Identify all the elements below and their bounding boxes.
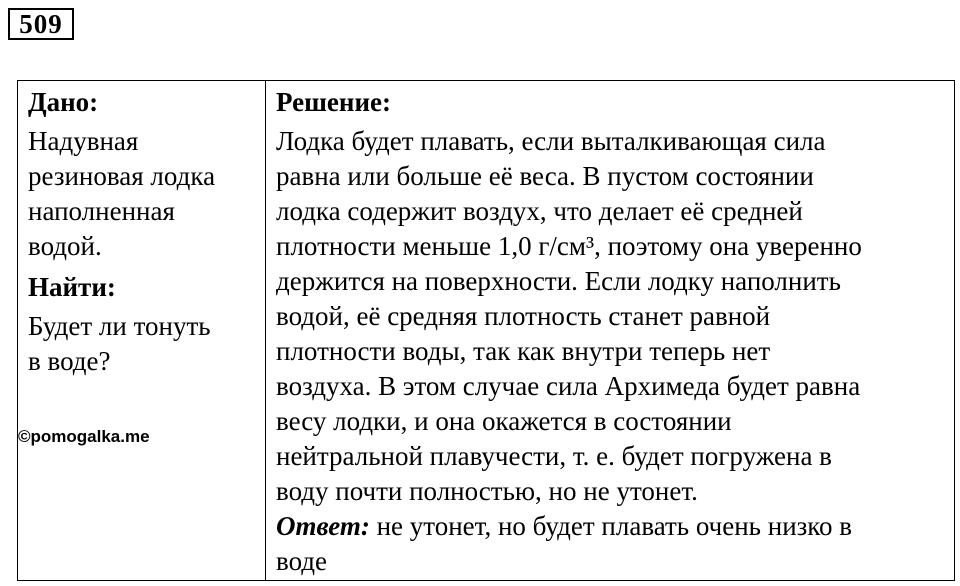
solution-line: плотности меньше 1,0 г/см³, поэтому она уверенно [276,231,862,261]
solution-line: нейтральной плавучести, т. е. будет погружена в [276,441,832,471]
given-text [28,124,258,264]
find-text [28,309,258,379]
solution-line: воду почти полностью, но не утонет. [276,476,698,506]
solution-text [276,124,952,579]
column-divider [265,81,266,580]
solution-line: весу лодки, и она окажется в состоянии [276,406,732,436]
given-column [28,85,258,379]
solution-column [276,85,952,579]
solution-line: водой, её средняя плотность станет равной [276,301,771,331]
given-line: наполненная [28,196,175,226]
watermark: ©pomogalka.me [18,427,150,446]
problem-table [17,80,955,581]
answer-text: не утонет, но будет плавать очень низко в [376,511,853,541]
answer-line: воде [276,546,328,576]
solution-line: воздуха. В этом случае сила Архимеда будет равна [276,371,861,401]
given-line: резиновая лодка [28,161,216,191]
solution-line: равна или больше её веса. В пустом состоянии [276,161,814,191]
answer-line [276,509,952,544]
solution-line: Лодка будет плавать, если выталкивающая сила [276,126,826,156]
answer-label: Ответ: [276,511,370,541]
given-line: Надувная [28,126,139,156]
problem-number: 509 [8,8,74,40]
solution-line: держится на поверхности. Если лодку наполнить [276,266,841,296]
solution-line: лодка содержит воздух, что делает её средней [276,196,803,226]
given-line: водой. [28,231,102,261]
given-heading: Дано: [28,87,99,117]
find-line: Будет ли тонуть [28,311,211,341]
solution-heading: Решение: [276,87,391,117]
solution-line: плотности воды, так как внутри теперь нет [276,336,771,366]
find-line: в воде? [28,346,111,376]
find-heading: Найти: [28,272,116,302]
